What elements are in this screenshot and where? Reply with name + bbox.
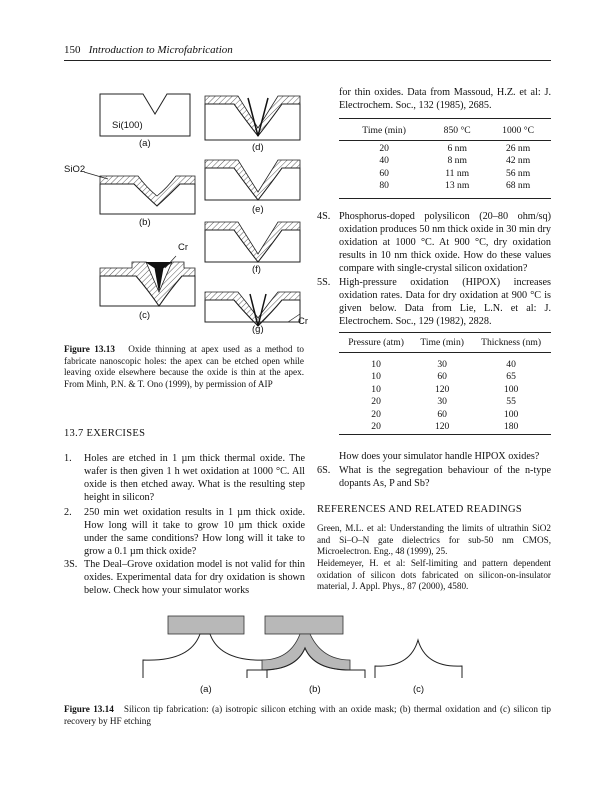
book-title: Introduction to Microfabrication	[88, 44, 233, 56]
exercise-number: 3S.	[64, 559, 78, 570]
exercise-text: 250 min wet oxidation results in 1 µm thick oxide. How long will it take to grow 10 µm thick oxide under the same conditions? How long will it take to grow a 0.1 µm thick oxide?	[84, 507, 305, 557]
cell: 40	[506, 359, 516, 371]
exercise-text: The Deal–Grove oxidation model is not valid for thin oxides. Experimental data for dry oxidation is shown below. Check how your simulator works	[84, 559, 305, 596]
cell: 10	[371, 371, 381, 383]
fig14-label-c: (c)	[413, 684, 425, 695]
fig14-a-mask	[168, 616, 244, 634]
cell: 55	[506, 396, 516, 408]
fig14-b-oxide	[262, 634, 350, 670]
fig14-c-tip	[375, 640, 462, 678]
cell: 8 nm	[447, 155, 467, 167]
cell: 30	[437, 396, 447, 408]
cell: 11 nm	[445, 167, 470, 179]
cell: 6 nm	[447, 143, 467, 155]
label-e: (e)	[252, 204, 264, 215]
cell: 65	[506, 371, 516, 383]
exercise-number: 4S.	[317, 211, 331, 222]
cell: 80	[379, 180, 389, 192]
exercise-text: High-pressure oxidation (HIPOX) increases oxidation rates. Data for dry oxidation at 900 °C is given below. Data from Lie, L.N. et al: J. Electrochem. Soc., 129 (1982), 2828.	[339, 277, 551, 327]
exercise-number: 5S.	[317, 277, 331, 288]
reference-item: Green, M.L. et al: Understanding the limits of ultrathin SiO2 and Si–O–N gate dielectrics for sub-50 nm CMOS, Microelectron. Eng., 48 (1999), 25.	[317, 523, 551, 557]
fig14-b-mask	[265, 616, 343, 634]
exercise-text: Holes are etched in 1 µm thick thermal oxide. The wafer is then given 1 h wet oxidation at 1000 °C. All oxide is then etched away. What is the resulting step height in silicon?	[84, 453, 305, 503]
cell: 20	[371, 396, 381, 408]
cell: 120	[434, 421, 450, 433]
dry-oxidation-source: for thin oxides. Data from Massoud, H.Z. et al: J. Electrochem. Soc., 132 (1985), 2685.	[339, 87, 551, 111]
exercises-heading: 13.7 EXERCISES	[64, 428, 146, 439]
label-d: (d)	[252, 142, 264, 153]
exercise-number: 2.	[64, 507, 72, 518]
reference-item: Heidemeyer, H. et al: Self-limiting and pattern dependent oxidation of silicon dots fabricated on silicon-on-insulator material, J. Appl. Phys., 87 (2000), 4580.	[317, 558, 551, 592]
label-b: (b)	[139, 217, 151, 228]
cell: 40	[379, 155, 389, 167]
label-g: (g)	[252, 324, 264, 335]
label-si100: Si(100)	[112, 120, 143, 131]
page-number: 150	[64, 44, 81, 56]
cell: 60	[437, 371, 447, 383]
figure-13-14-caption	[64, 704, 551, 727]
col-header: Time (min)	[420, 336, 464, 348]
label-cr-g: Cr	[298, 316, 309, 327]
cell: 100	[503, 408, 519, 420]
cell: 60	[437, 408, 447, 420]
fig14-a-silicon	[143, 634, 267, 678]
col-header: 850 °C	[443, 124, 471, 136]
label-sio2: SiO2	[64, 164, 86, 175]
cell: 42 nm	[505, 155, 531, 167]
label-c: (c)	[139, 310, 151, 321]
exercise-number: 1.	[64, 453, 72, 464]
figure-13-14-caption-text: Silicon tip fabrication: (a) isotropic silicon etching with an oxide mask; (b) thermal oxidation and (c) silicon tip recovery by HF etching	[64, 704, 552, 726]
cell: 20	[379, 143, 389, 155]
fig14-label-a: (a)	[200, 684, 212, 695]
cell: 56 nm	[505, 167, 531, 179]
col-header: Pressure (atm)	[348, 336, 404, 348]
exercise-text: Phosphorus-doped polysilicon (20–80 ohm/sq) oxidation produces 50 nm thick oxide in 30 min dry oxidation at 1000 °C. At 900 °C, dry oxidation results in 10 nm thick oxide. How do these values compare with single-crystal silicon oxidation?	[339, 211, 551, 274]
cell: 120	[434, 383, 450, 395]
label-cr-c: Cr	[178, 242, 189, 253]
cell: 30	[437, 359, 447, 371]
fig14-label-b: (b)	[309, 684, 321, 695]
hipox-question: How does your simulator handle HIPOX oxides?	[339, 451, 540, 462]
exercise-text: What is the segregation behaviour of the n-type dopants As, P and Sb?	[339, 465, 551, 489]
figure-13-14-label: Figure 13.14	[64, 704, 114, 714]
cell: 26 nm	[505, 143, 531, 155]
references-heading: REFERENCES AND RELATED READINGS	[317, 504, 523, 515]
cell: 20	[371, 408, 381, 420]
label-a: (a)	[139, 138, 151, 149]
col-header: Thickness (nm)	[481, 336, 542, 348]
col-header: Time (min)	[362, 124, 406, 136]
cell: 10	[371, 383, 381, 395]
cell: 60	[379, 167, 389, 179]
exercise-number: 6S.	[317, 465, 331, 476]
cell: 68 nm	[505, 180, 531, 192]
label-f: (f)	[252, 264, 261, 275]
figure-13-13-label: Figure 13.13	[64, 344, 115, 354]
cell: 180	[503, 421, 519, 433]
cell: 100	[503, 383, 519, 395]
col-header: 1000 °C	[502, 124, 534, 136]
cell: 20	[371, 421, 381, 433]
cell: 13 nm	[445, 180, 470, 192]
cell: 10	[371, 359, 381, 371]
figure-13-13-caption-text: Oxide thinning at apex used as a method to fabricate nanoscopic holes: the apex can be etched open while leaving oxide elsewhere because the oxide is thin at the apex. From Minh, P.N. & T. Ono (1999), by permission of AIP	[64, 344, 304, 389]
